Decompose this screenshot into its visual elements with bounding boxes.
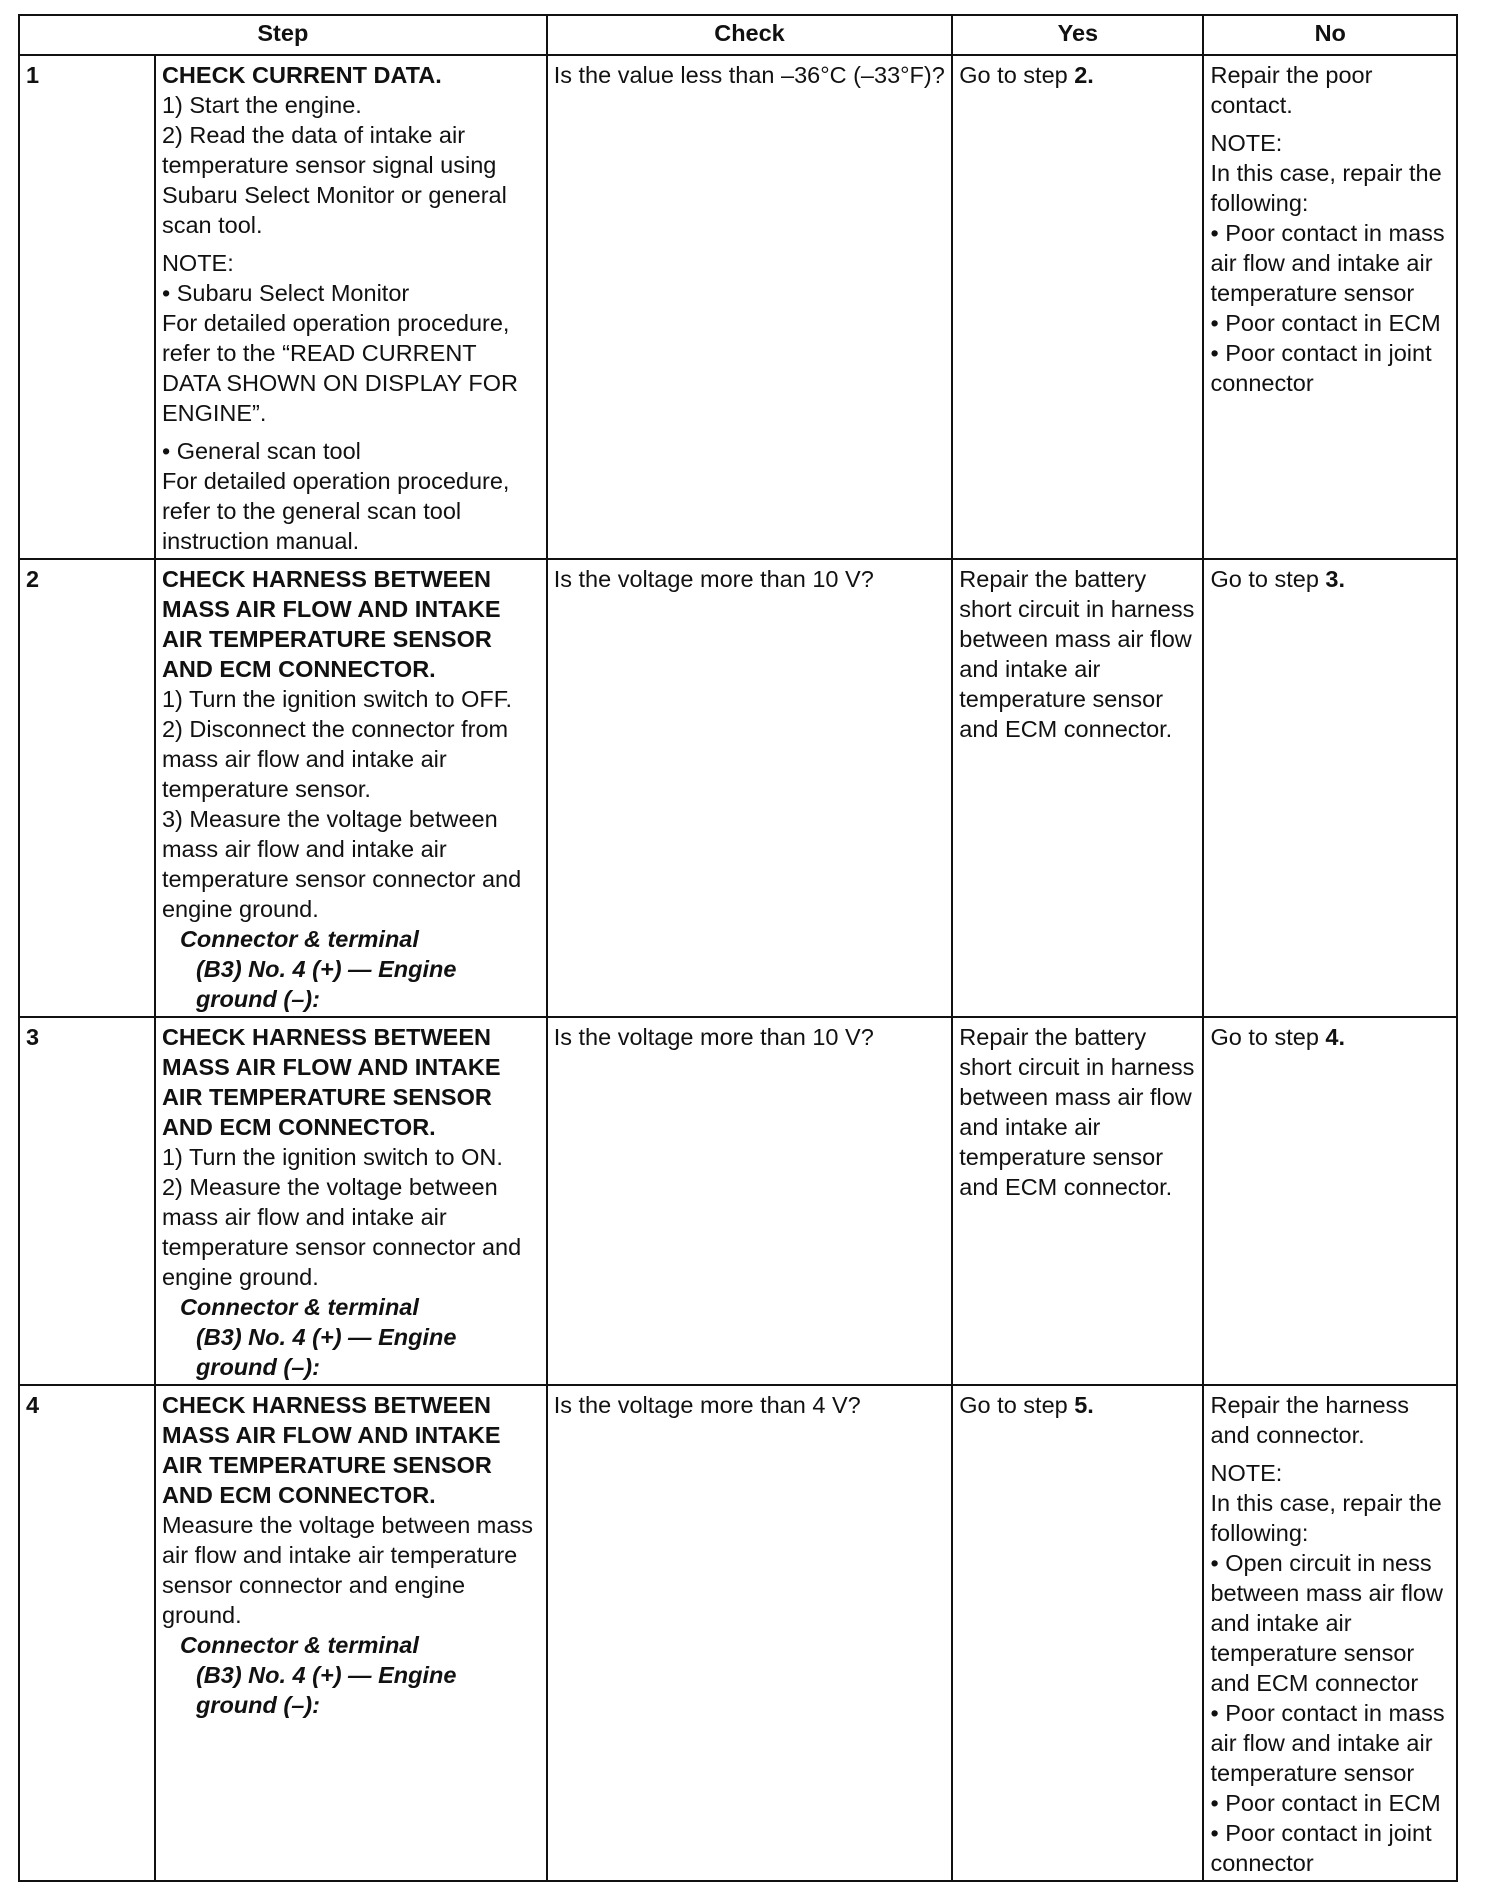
yes-action xyxy=(952,55,1203,559)
yes-prefix: Go to step xyxy=(959,62,1075,88)
no-line: In this case, repair the following: xyxy=(1210,160,1442,216)
yes-action xyxy=(952,1385,1203,1881)
yes-prefix: Go to step xyxy=(959,1392,1075,1418)
step-line: For detailed operation procedure, refer to the general scan tool instruction manual. xyxy=(161,468,510,554)
step-number: 3 xyxy=(19,1017,155,1385)
step-instructions xyxy=(155,1017,547,1385)
step-line: 3) Measure the voltage between mass air flow and intake air temperature sensor connector and engine ground. xyxy=(161,806,522,922)
step-number: 2 xyxy=(19,559,155,1017)
note-label: NOTE: xyxy=(1210,130,1283,156)
no-action xyxy=(1203,1017,1457,1385)
header-step: Step xyxy=(19,15,547,55)
step-line: 1) Start the engine. xyxy=(161,92,362,118)
connector-terminal-value: (B3) No. 4 (+) — Engine ground (–): xyxy=(195,956,457,1012)
step-title: CHECK HARNESS BETWEEN MASS AIR FLOW AND INTAKE AIR TEMPERATURE SENSOR AND ECM CONNECTOR. xyxy=(161,1392,501,1508)
step-title: CHECK HARNESS BETWEEN MASS AIR FLOW AND INTAKE AIR TEMPERATURE SENSOR AND ECM CONNECTOR. xyxy=(161,566,501,682)
table-row xyxy=(19,55,1457,559)
no-line: • Poor contact in joint connector xyxy=(1210,340,1432,396)
note-label: NOTE: xyxy=(1210,1460,1283,1486)
step-line: 1) Turn the ignition switch to ON. xyxy=(161,1144,503,1170)
no-line: • Poor contact in joint connector xyxy=(1210,1820,1432,1876)
connector-terminal-value: (B3) No. 4 (+) — Engine ground (–): xyxy=(195,1662,457,1718)
no-line: • Poor contact in mass air flow and intake air temperature sensor xyxy=(1210,220,1445,306)
no-step: 3. xyxy=(1325,566,1346,592)
step-line: 2) Read the data of intake air temperature sensor signal using Subaru Select Monitor or general scan tool. xyxy=(161,122,507,238)
no-action xyxy=(1203,1385,1457,1881)
step-line: • General scan tool xyxy=(161,438,361,464)
step-number: 4 xyxy=(19,1385,155,1881)
step-instructions xyxy=(155,559,547,1017)
connector-terminal-value: (B3) No. 4 (+) — Engine ground (–): xyxy=(195,1324,457,1380)
no-line: • Poor contact in mass air flow and intake air temperature sensor xyxy=(1210,1700,1445,1786)
connector-terminal-label: Connector & terminal xyxy=(179,926,419,952)
table-row xyxy=(19,1017,1457,1385)
step-line: For detailed operation procedure, refer to the “READ CURRENT DATA SHOWN ON DISPLAY FOR ENGINE”. xyxy=(161,310,518,426)
yes-action: Repair the battery short circuit in harness between mass air flow and intake air temperature sensor and ECM connector. xyxy=(952,1017,1203,1385)
step-title: CHECK CURRENT DATA. xyxy=(161,62,442,88)
no-line: • Poor contact in ECM xyxy=(1210,310,1441,336)
header-yes: Yes xyxy=(952,15,1203,55)
check-question: Is the voltage more than 10 V? xyxy=(547,559,953,1017)
no-step: 4. xyxy=(1325,1024,1346,1050)
header-no: No xyxy=(1203,15,1457,55)
table-row xyxy=(19,1385,1457,1881)
step-line: 2) Disconnect the connector from mass air flow and intake air temperature sensor. xyxy=(161,716,509,802)
check-question: Is the voltage more than 4 V? xyxy=(547,1385,953,1881)
no-line: In this case, repair the following: xyxy=(1210,1490,1442,1546)
step-instructions xyxy=(155,1385,547,1881)
yes-action: Repair the battery short circuit in harness between mass air flow and intake air temperature sensor and ECM connector. xyxy=(952,559,1203,1017)
diagnostic-table xyxy=(18,14,1458,1882)
no-line: Repair the harness and connector. xyxy=(1210,1392,1410,1448)
table-row xyxy=(19,559,1457,1017)
step-title: CHECK HARNESS BETWEEN MASS AIR FLOW AND INTAKE AIR TEMPERATURE SENSOR AND ECM CONNECTOR. xyxy=(161,1024,501,1140)
connector-terminal-label: Connector & terminal xyxy=(179,1294,419,1320)
step-instructions xyxy=(155,55,547,559)
no-action xyxy=(1203,55,1457,559)
step-line: 1) Turn the ignition switch to OFF. xyxy=(161,686,512,712)
step-line: 2) Measure the voltage between mass air flow and intake air temperature sensor connector and engine ground. xyxy=(161,1174,522,1290)
no-action xyxy=(1203,559,1457,1017)
no-line: Repair the poor contact. xyxy=(1210,62,1373,118)
step-line: • Subaru Select Monitor xyxy=(161,280,410,306)
no-prefix: Go to step xyxy=(1210,1024,1326,1050)
step-line: Measure the voltage between mass air flow and intake air temperature sensor connector and engine ground. xyxy=(161,1512,533,1628)
step-number: 1 xyxy=(19,55,155,559)
no-prefix: Go to step xyxy=(1210,566,1326,592)
connector-terminal-label: Connector & terminal xyxy=(179,1632,419,1658)
header-check: Check xyxy=(547,15,953,55)
check-question: Is the voltage more than 10 V? xyxy=(547,1017,953,1385)
no-line: • Poor contact in ECM xyxy=(1210,1790,1441,1816)
no-line: • Open circuit in ness between mass air flow and intake air temperature sensor and ECM connector xyxy=(1210,1550,1443,1696)
check-question: Is the value less than –36°C (–33°F)? xyxy=(547,55,953,559)
yes-step: 2. xyxy=(1074,62,1094,88)
yes-step: 5. xyxy=(1074,1392,1094,1418)
table-header-row xyxy=(19,15,1457,55)
note-label: NOTE: xyxy=(161,250,234,276)
